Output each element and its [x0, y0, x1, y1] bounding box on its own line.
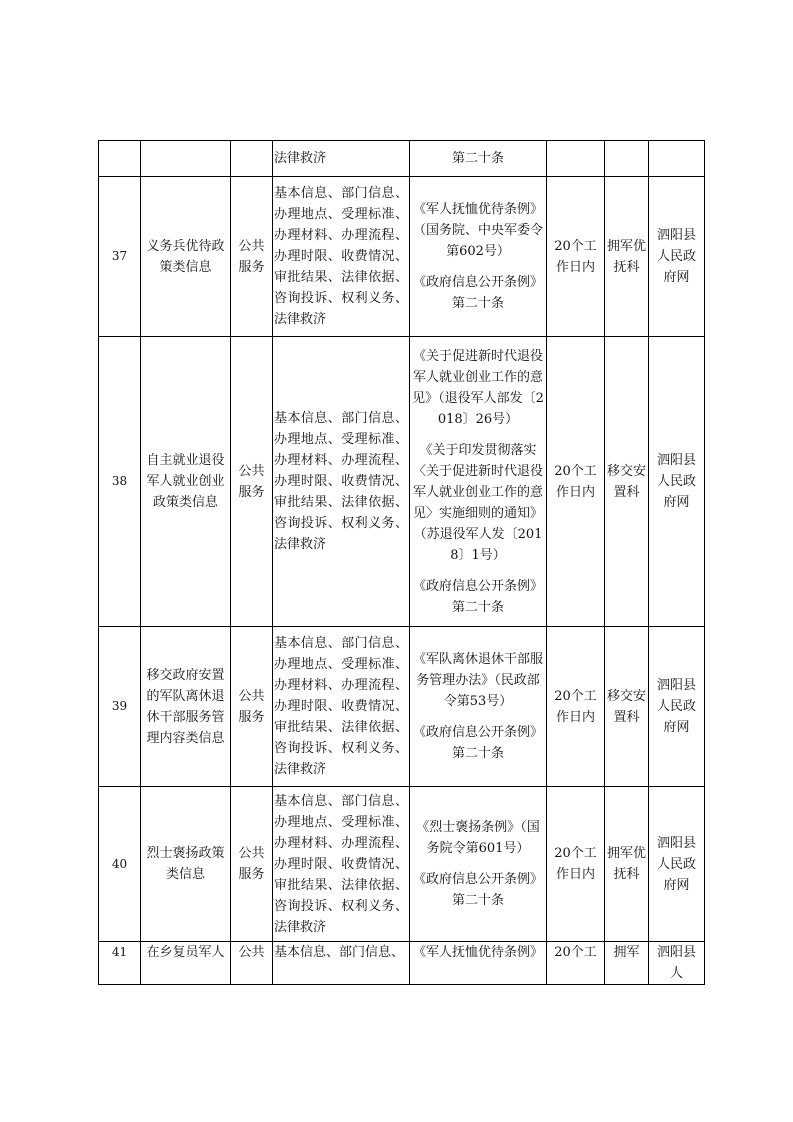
disclosure-channel-cell: 泗阳县人民政府网	[649, 177, 705, 337]
table-row	[99, 627, 705, 787]
responsible-dept-cell	[605, 141, 649, 177]
info-name-cell: 义务兵优待政策类信息	[141, 177, 231, 337]
row-number-cell: 39	[99, 627, 141, 787]
legal-basis-item: 《政府信息公开条例》第二十条	[412, 578, 543, 615]
info-type-cell	[231, 141, 273, 177]
legal-basis-item: 《政府信息公开条例》第二十条	[412, 275, 543, 311]
legal-basis-item: 《政府信息公开条例》第二十条	[412, 725, 543, 761]
responsible-dept-cell: 移交安置科	[605, 627, 649, 787]
disclosure-time-cell	[547, 141, 605, 177]
legal-basis-cell	[410, 627, 547, 787]
info-type-cell: 公共服务	[231, 627, 273, 787]
disclosure-channel-cell: 泗阳县人	[649, 942, 705, 985]
info-type-cell: 公共服务	[231, 337, 273, 627]
info-name-cell: 在乡复员军人	[141, 942, 231, 985]
row-number-cell	[99, 141, 141, 177]
table-row	[99, 337, 705, 627]
table-body	[99, 141, 705, 985]
info-name-cell: 移交政府安置的军队离休退休干部服务管理内容类信息	[141, 627, 231, 787]
legal-basis-cell	[410, 141, 547, 177]
legal-basis-item: 《军人抚恤优待条例》	[412, 945, 543, 960]
info-content-cell: 基本信息、部门信息、办理地点、受理标准、办理材料、办理流程、办理时限、收费情况、审批结果、法律依据、咨询投诉、权利义务、法律救济	[273, 627, 410, 787]
row-number-cell: 38	[99, 337, 141, 627]
disclosure-channel-cell: 泗阳县人民政府网	[649, 627, 705, 787]
info-type-cell: 公共服务	[231, 177, 273, 337]
responsible-dept-cell: 拥军优抚科	[605, 787, 649, 942]
row-number-cell: 40	[99, 787, 141, 942]
disclosure-channel-cell: 泗阳县人民政府网	[649, 337, 705, 627]
legal-basis-item: 《关于促进新时代退役军人就业创业工作的意见》（退役军人部发〔2018〕26号）	[412, 348, 544, 427]
disclosure-channel-cell	[649, 141, 705, 177]
info-type-cell: 公共服务	[231, 787, 273, 942]
legal-basis-item: 《政府信息公开条例》第二十条	[412, 872, 543, 908]
legal-basis-item: 《烈士褒扬条例》（国务院令第601号）	[416, 820, 540, 856]
info-name-cell	[141, 141, 231, 177]
info-content-cell: 基本信息、部门信息、办理地点、受理标准、办理材料、办理流程、办理时限、收费情况、审批结果、法律依据、咨询投诉、权利义务、法律救济	[273, 337, 410, 627]
info-content-cell: 基本信息、部门信息、办理地点、受理标准、办理材料、办理流程、办理时限、收费情况、审批结果、法律依据、咨询投诉、权利义务、法律救济	[273, 787, 410, 942]
public-service-info-table	[98, 140, 705, 985]
disclosure-channel-cell: 泗阳县人民政府网	[649, 787, 705, 942]
disclosure-time-cell: 20个工	[547, 942, 605, 985]
disclosure-time-cell: 20个工作日内	[547, 337, 605, 627]
legal-basis-item: 《关于印发贯彻落实〈关于促进新时代退役军人就业创业工作的意见〉实施细则的通知》（苏退役军人发〔2018〕1号）	[412, 442, 543, 563]
disclosure-time-cell: 20个工作日内	[547, 787, 605, 942]
table-row	[99, 177, 705, 337]
legal-basis-item: 第二十条	[451, 151, 504, 166]
table-row	[99, 787, 705, 942]
info-content-cell: 法律救济	[273, 141, 410, 177]
disclosure-time-cell: 20个工作日内	[547, 627, 605, 787]
info-type-cell: 公共	[231, 942, 273, 985]
legal-basis-item: 《军人抚恤优待条例》（国务院、中央军委令第602号）	[412, 202, 543, 259]
info-name-cell: 烈士褒扬政策类信息	[141, 787, 231, 942]
responsible-dept-cell: 拥军优抚科	[605, 177, 649, 337]
table-row	[99, 141, 705, 177]
responsible-dept-cell: 拥军	[605, 942, 649, 985]
row-number-cell: 41	[99, 942, 141, 985]
disclosure-time-cell: 20个工作日内	[547, 177, 605, 337]
info-content-cell: 基本信息、部门信息、办理地点、受理标准、办理材料、办理流程、办理时限、收费情况、审批结果、法律依据、咨询投诉、权利义务、法律救济	[273, 177, 410, 337]
legal-basis-item: 《军队离休退休干部服务管理办法》（民政部令第53号）	[412, 652, 543, 709]
table-row	[99, 942, 705, 985]
legal-basis-cell	[410, 177, 547, 337]
info-content-cell: 基本信息、部门信息、	[273, 942, 410, 985]
legal-basis-cell	[410, 942, 547, 985]
legal-basis-cell	[410, 337, 547, 627]
responsible-dept-cell: 移交安置科	[605, 337, 649, 627]
info-name-cell: 自主就业退役军人就业创业政策类信息	[141, 337, 231, 627]
legal-basis-cell	[410, 787, 547, 942]
row-number-cell: 37	[99, 177, 141, 337]
